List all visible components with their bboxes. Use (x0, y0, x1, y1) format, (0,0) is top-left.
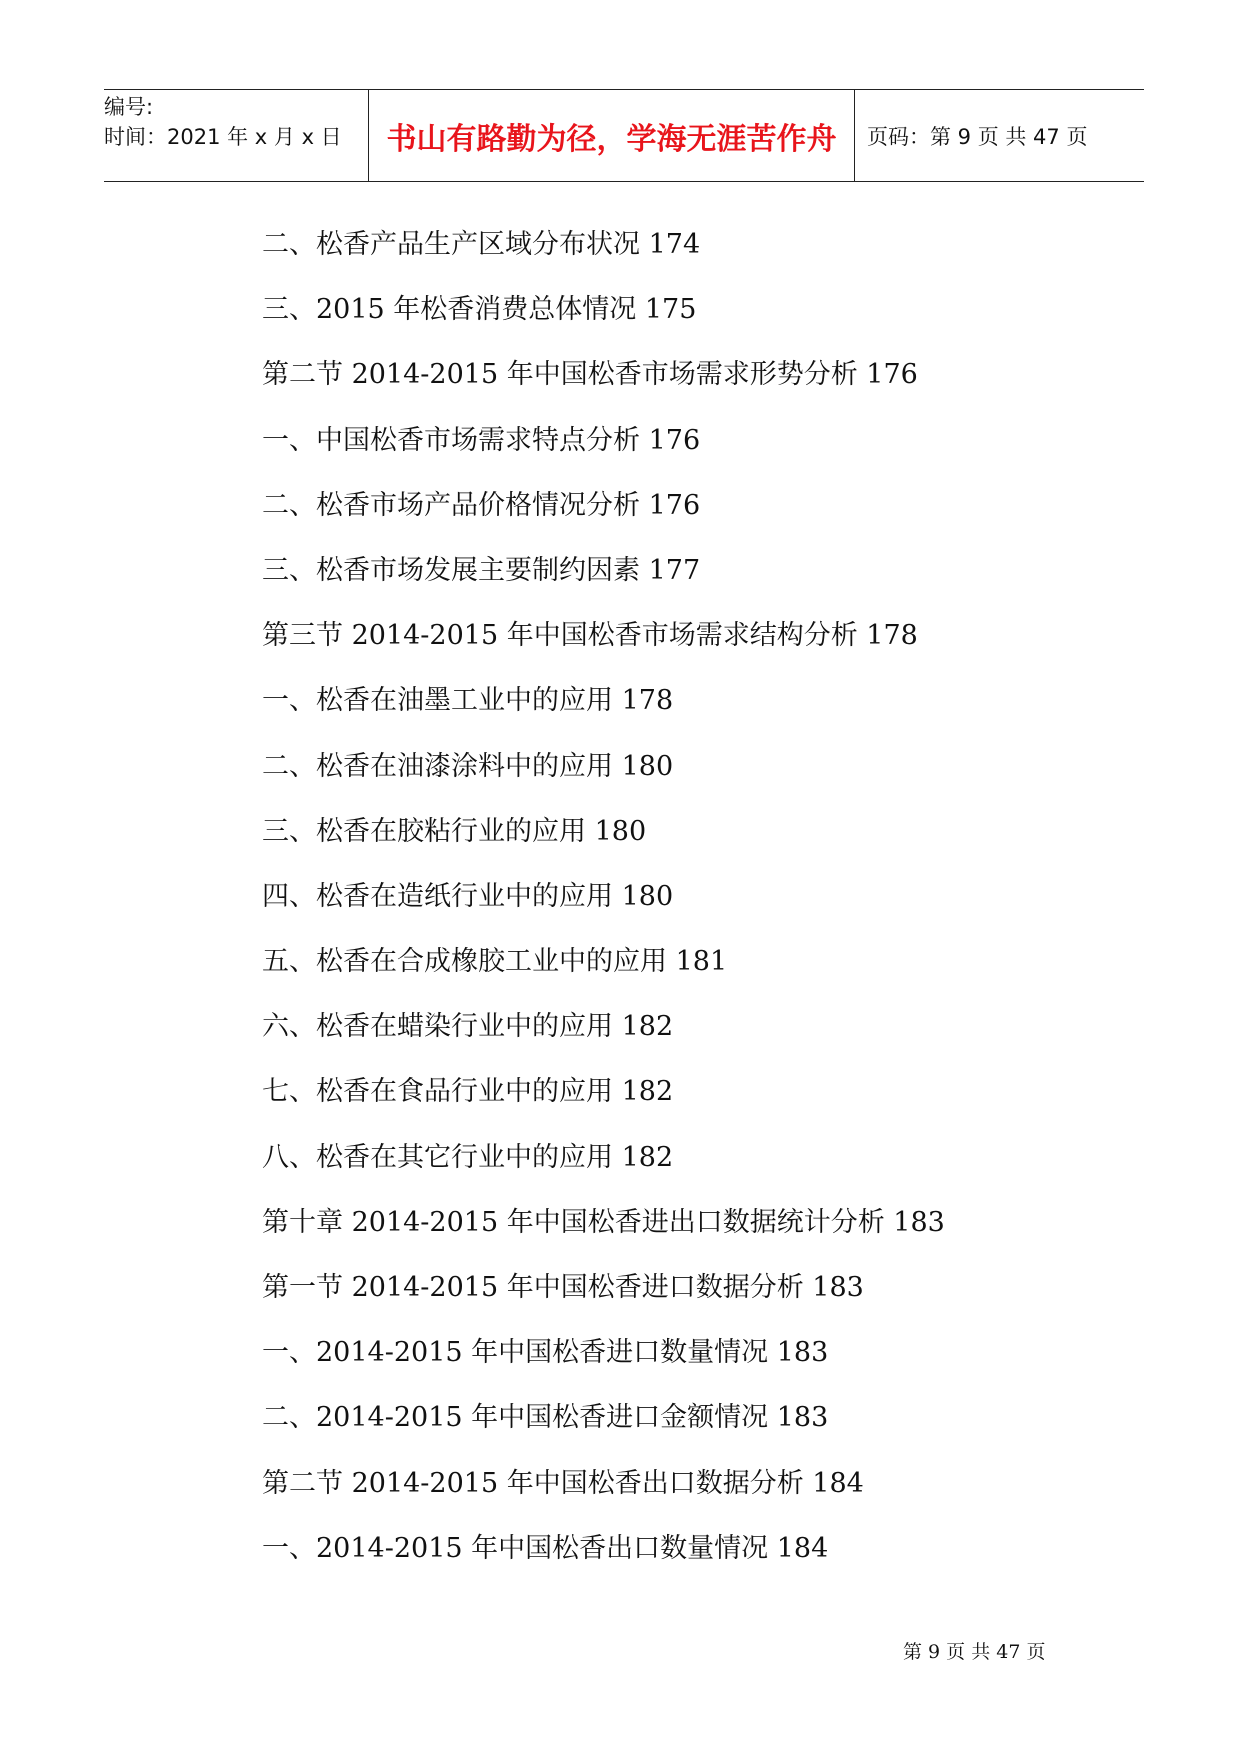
toc-entry: 六、松香在蜡染行业中的应用 182 (262, 1011, 674, 1043)
header-motto: 书山有路勤为径，学海无涯苦作舟 (369, 90, 855, 181)
toc-entry: 二、松香产品生产区域分布状况 174 (262, 229, 701, 260)
toc-entry: 一、松香在油墨工业中的应用 178 (262, 685, 674, 717)
serial-label: 编号: (104, 95, 154, 119)
toc-entry: 第二节 2014-2015 年中国松香市场需求形势分析 176 (262, 359, 918, 391)
header-meta (104, 90, 369, 181)
toc-entry: 三、2015 年松香消费总体情况 175 (262, 294, 697, 326)
page-header (104, 89, 1144, 182)
table-of-contents (262, 222, 945, 1591)
toc-entry: 三、松香市场发展主要制约因素 177 (262, 554, 701, 586)
toc-entry: 第三节 2014-2015 年中国松香市场需求结构分析 178 (262, 620, 918, 652)
toc-entry: 一、2014-2015 年中国松香进口数量情况 183 (262, 1337, 829, 1369)
header-page-label: 页码：第 9 页 共 47 页 (867, 124, 1088, 149)
toc-entry: 一、2014-2015 年中国松香出口数量情况 184 (262, 1532, 829, 1564)
toc-entry: 第二节 2014-2015 年中国松香出口数据分析 184 (262, 1467, 864, 1499)
toc-entry: 五、松香在合成橡胶工业中的应用 181 (262, 946, 728, 978)
page-footer: 第 9 页 共 47 页 (903, 1641, 1046, 1663)
time-label: 时间：2021 年 x 月 x 日 (104, 125, 342, 149)
toc-entry: 四、松香在造纸行业中的应用 180 (262, 880, 674, 912)
toc-entry: 三、松香在胶粘行业的应用 180 (262, 815, 647, 847)
toc-entry: 第十章 2014-2015 年中国松香进出口数据统计分析 183 (262, 1206, 945, 1238)
toc-entry: 二、松香在油漆涂料中的应用 180 (262, 750, 674, 782)
toc-entry: 一、中国松香市场需求特点分析 176 (262, 424, 701, 456)
toc-entry: 二、2014-2015 年中国松香进口金额情况 183 (262, 1402, 829, 1434)
toc-entry: 七、松香在食品行业中的应用 182 (262, 1076, 674, 1108)
toc-entry: 二、松香市场产品价格情况分析 176 (262, 489, 701, 521)
toc-entry: 第一节 2014-2015 年中国松香进口数据分析 183 (262, 1272, 864, 1303)
toc-entry: 八、松香在其它行业中的应用 182 (262, 1141, 674, 1173)
